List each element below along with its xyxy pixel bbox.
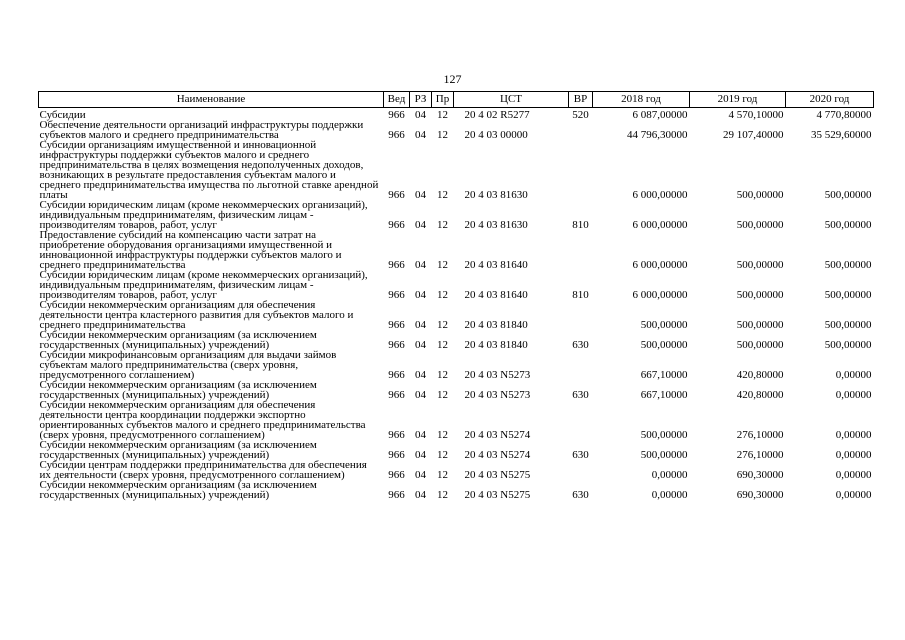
cell-name: Обеспечение деятельности организаций инфраструктуры поддержки субъектов малого и среднего предпринимательства — [39, 119, 364, 141]
cell-name: Субсидии микрофинансовым организациям для выдачи займов субъектам малого предпринимательства (сверх уровня, предусмотренного соглашением) — [39, 349, 337, 381]
cell-y2020: 0,00000 — [835, 429, 872, 441]
cell-y2020: 0,00000 — [835, 369, 872, 381]
page-number: 127 — [443, 72, 462, 86]
cell-vr: 630 — [572, 339, 589, 351]
cell-cst: 20 4 03 00000 — [464, 129, 528, 141]
cell-y2020: 35 529,60000 — [811, 129, 872, 141]
cell-vr: 810 — [572, 219, 589, 231]
table-row — [39, 300, 874, 330]
cell-ved: 966 — [388, 449, 405, 461]
cell-rz: 04 — [415, 219, 426, 231]
cell-cst: 20 4 03 N5274 — [464, 429, 531, 441]
cell-pr: 12 — [437, 259, 448, 271]
table-row — [39, 400, 874, 440]
table-row — [39, 330, 874, 350]
cell-pr: 12 — [437, 369, 448, 381]
cell-pr: 12 — [437, 469, 448, 481]
cell-y2019: 4 570,10000 — [728, 109, 784, 121]
cell-y2020: 4 770,80000 — [816, 109, 872, 121]
cell-name: Субсидии некоммерческим организациям для обеспечения деятельности центра кластерного развития для субъектов малого и среднего предпринимательства — [39, 299, 354, 331]
cell-rz: 04 — [415, 109, 426, 121]
cell-name: Субсидии юридическим лицам (кроме некоммерческих организаций), индивидуальным предпринимателям, физическим лицам - производителям товаров, работ, услуг — [39, 199, 368, 231]
cell-cst: 20 4 02 R5277 — [464, 109, 530, 121]
cell-y2020: 0,00000 — [835, 489, 872, 501]
cell-y2019: 690,30000 — [736, 489, 784, 501]
cell-rz: 04 — [415, 449, 426, 461]
cell-rz: 04 — [415, 339, 426, 351]
cell-y2018: 0,00000 — [651, 469, 688, 481]
cell-vr — [569, 230, 593, 270]
cell-y2020: 0,00000 — [835, 389, 872, 401]
cell-y2019: 500,00000 — [736, 289, 784, 301]
header-ved: Вед — [384, 92, 410, 108]
cell-vr — [569, 350, 593, 380]
table-row — [39, 230, 874, 270]
table-row — [39, 120, 874, 140]
header-vr: ВР — [569, 92, 593, 108]
cell-name: Субсидии некоммерческим организациям (за исключением государственных (муниципальных) учреждений) — [39, 479, 317, 501]
cell-y2020: 500,00000 — [824, 339, 872, 351]
cell-cst: 20 4 03 81630 — [464, 189, 528, 201]
cell-y2019: 500,00000 — [736, 219, 784, 231]
table-row — [39, 460, 874, 480]
cell-name: Субсидии некоммерческим организациям (за исключением государственных (муниципальных) учреждений) — [39, 379, 317, 401]
cell-rz: 04 — [415, 429, 426, 441]
cell-ved: 966 — [388, 219, 405, 231]
cell-y2020: 500,00000 — [824, 289, 872, 301]
cell-rz: 04 — [415, 259, 426, 271]
cell-y2018: 6 087,00000 — [632, 109, 688, 121]
cell-rz: 04 — [415, 129, 426, 141]
cell-y2020: 0,00000 — [835, 469, 872, 481]
cell-ved: 966 — [388, 259, 405, 271]
cell-y2019: 29 107,40000 — [723, 129, 784, 141]
cell-pr: 12 — [437, 289, 448, 301]
cell-y2019: 690,30000 — [736, 469, 784, 481]
cell-pr: 12 — [437, 319, 448, 331]
cell-cst: 20 4 03 81840 — [464, 339, 528, 351]
cell-ved: 966 — [388, 429, 405, 441]
cell-vr — [569, 460, 593, 480]
cell-y2018: 500,00000 — [640, 429, 688, 441]
table-row — [39, 140, 874, 200]
cell-cst: 20 4 03 81840 — [464, 319, 528, 331]
cell-pr: 12 — [437, 129, 448, 141]
cell-ved: 966 — [388, 369, 405, 381]
table-row — [39, 270, 874, 300]
table-row — [39, 200, 874, 230]
cell-y2018: 500,00000 — [640, 339, 688, 351]
cell-cst: 20 4 03 N5273 — [464, 389, 531, 401]
cell-pr: 12 — [437, 109, 448, 121]
cell-name: Субсидии — [39, 109, 86, 121]
cell-y2019: 500,00000 — [736, 339, 784, 351]
cell-y2019: 420,80000 — [736, 369, 784, 381]
cell-vr — [569, 140, 593, 200]
cell-ved: 966 — [388, 389, 405, 401]
table-header-row — [39, 92, 874, 108]
cell-ved: 966 — [388, 189, 405, 201]
cell-pr: 12 — [437, 389, 448, 401]
cell-y2018: 44 796,30000 — [627, 129, 688, 141]
cell-y2019: 500,00000 — [736, 189, 784, 201]
cell-rz: 04 — [415, 189, 426, 201]
cell-cst: 20 4 03 N5273 — [464, 369, 531, 381]
cell-ved: 966 — [388, 319, 405, 331]
cell-name: Субсидии некоммерческим организациям (за исключением государственных (муниципальных) учреждений) — [39, 439, 317, 461]
cell-pr: 12 — [437, 339, 448, 351]
table-row — [39, 380, 874, 400]
cell-ved: 966 — [388, 339, 405, 351]
cell-pr: 12 — [437, 449, 448, 461]
cell-vr: 630 — [572, 389, 589, 401]
cell-vr — [569, 300, 593, 330]
cell-y2018: 6 000,00000 — [632, 219, 688, 231]
cell-ved: 966 — [388, 469, 405, 481]
cell-y2018: 0,00000 — [651, 489, 688, 501]
cell-cst: 20 4 03 N5275 — [464, 469, 531, 481]
cell-y2019: 500,00000 — [736, 319, 784, 331]
cell-ved: 966 — [388, 109, 405, 121]
cell-y2018: 667,10000 — [640, 369, 688, 381]
cell-y2018: 6 000,00000 — [632, 189, 688, 201]
cell-pr: 12 — [437, 429, 448, 441]
cell-pr: 12 — [437, 219, 448, 231]
header-2018: 2018 год — [593, 92, 690, 108]
table-row — [39, 440, 874, 460]
cell-cst: 20 4 03 81640 — [464, 289, 528, 301]
cell-name: Субсидии организациям имущественной и инновационной инфраструктуры поддержки субъектов малого и среднего предпринимательства в целях возмещения недополученных доходов, возникающих в результате предоставления субъектам малого и среднего предпринимательства имущества по льготной ставке арендной платы — [39, 139, 379, 201]
table-row — [39, 350, 874, 380]
header-name: Наименование — [39, 92, 384, 108]
cell-y2020: 500,00000 — [824, 189, 872, 201]
cell-name: Субсидии некоммерческим организациям для обеспечения деятельности центра координации поддержки экспортно ориентированных субъектов малого и среднего предпринимательства (сверх уровня, предусмотренного соглашением) — [39, 399, 366, 441]
cell-ved: 966 — [388, 129, 405, 141]
header-pr: Пр — [432, 92, 454, 108]
cell-y2018: 6 000,00000 — [632, 259, 688, 271]
cell-cst: 20 4 03 N5275 — [464, 489, 531, 501]
cell-y2018: 6 000,00000 — [632, 289, 688, 301]
cell-rz: 04 — [415, 369, 426, 381]
cell-y2018: 500,00000 — [640, 449, 688, 461]
table-row — [39, 480, 874, 500]
cell-y2018: 500,00000 — [640, 319, 688, 331]
cell-name: Субсидии юридическим лицам (кроме некоммерческих организаций), индивидуальным предпринимателям, физическим лицам - производителям товаров, работ, услуг — [39, 269, 368, 301]
cell-name: Субсидии центрам поддержки предпринимательства для обеспечения их деятельности (сверх уровня, предусмотренного соглашением) — [39, 459, 367, 481]
cell-rz: 04 — [415, 289, 426, 301]
table-body — [39, 108, 874, 501]
cell-y2019: 500,00000 — [736, 259, 784, 271]
cell-y2019: 276,10000 — [736, 429, 784, 441]
cell-y2020: 500,00000 — [824, 219, 872, 231]
cell-vr: 520 — [572, 109, 589, 121]
header-2020: 2020 год — [786, 92, 874, 108]
header-2019: 2019 год — [690, 92, 786, 108]
cell-rz: 04 — [415, 319, 426, 331]
cell-rz: 04 — [415, 469, 426, 481]
budget-table — [38, 91, 874, 500]
cell-y2019: 276,10000 — [736, 449, 784, 461]
cell-cst: 20 4 03 81640 — [464, 259, 528, 271]
cell-ved: 966 — [388, 289, 405, 301]
cell-ved: 966 — [388, 489, 405, 501]
cell-y2018: 667,10000 — [640, 389, 688, 401]
cell-y2020: 500,00000 — [824, 319, 872, 331]
cell-pr: 12 — [437, 489, 448, 501]
cell-vr — [569, 400, 593, 440]
cell-y2019: 420,80000 — [736, 389, 784, 401]
header-rz: РЗ — [410, 92, 432, 108]
cell-cst: 20 4 03 N5274 — [464, 449, 531, 461]
cell-vr: 810 — [572, 289, 589, 301]
cell-vr: 630 — [572, 489, 589, 501]
header-cst: ЦСТ — [454, 92, 569, 108]
cell-rz: 04 — [415, 389, 426, 401]
cell-pr: 12 — [437, 189, 448, 201]
cell-name: Субсидии некоммерческим организациям (за исключением государственных (муниципальных) учреждений) — [39, 329, 317, 351]
cell-y2020: 0,00000 — [835, 449, 872, 461]
cell-cst: 20 4 03 81630 — [464, 219, 528, 231]
cell-vr: 630 — [572, 449, 589, 461]
cell-y2020: 500,00000 — [824, 259, 872, 271]
cell-rz: 04 — [415, 489, 426, 501]
cell-vr — [569, 120, 593, 140]
cell-name: Предоставление субсидий на компенсацию части затрат на приобретение оборудования организациями имущественной и инновационной инфраструктуры поддержки субъектов малого и среднего предпринимательства — [39, 229, 342, 271]
